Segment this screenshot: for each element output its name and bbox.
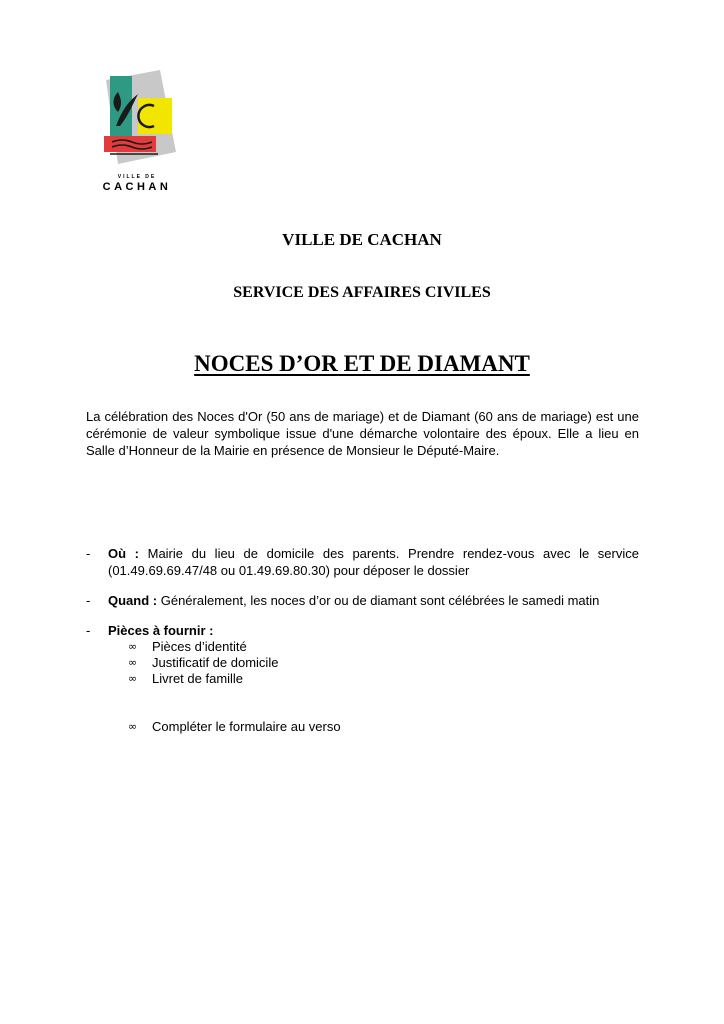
list-item-when [86,592,639,609]
when-label: Quand : [108,593,158,608]
page-title: NOCES D’OR ET DE DIAMANT [194,351,530,376]
ville-de-cachan-logo [82,68,192,198]
service-heading: SERVICE DES AFFAIRES CIVILES [233,284,491,301]
location-text: Mairie du lieu de domicile des parents. Prendre rendez-vous avec le service (01.49.69.69.47/48 ou 01.49.69.80.30) pour déposer le dossier [108,546,639,578]
infinity-bullet-icon: ∞ [128,640,138,653]
city-heading: VILLE DE CACHAN [282,230,442,249]
infinity-bullet-icon: ∞ [128,672,138,685]
document-item-text: Pièces d’identité [152,639,247,654]
bullet-content [108,622,639,639]
documents-label: Pièces à fournir : [108,623,214,638]
document-item-text: Justificatif de domicile [152,655,279,670]
infinity-bullet-icon: ∞ [128,720,138,733]
bullet-dash: - [86,546,91,561]
form-note-text: Compléter le formulaire au verso [152,719,341,734]
list-item-documents [86,622,639,639]
bullet-dash: - [86,623,91,638]
logo-yellow-panel [138,98,172,134]
bullet-content [108,592,639,609]
logo-city-name: CACHAN [102,181,172,193]
logo-small-text: VILLE DE [117,174,157,180]
bullet-dash: - [86,593,91,608]
when-text: Généralement, les noces d’or ou de diamant sont célébrées le samedi matin [160,593,600,608]
bullet-content [108,545,639,579]
intro-paragraph: La célébration des Noces d'Or (50 ans de mariage) et de Diamant (60 ans de mariage) est une cérémonie de valeur symbolique issue d'une démarche volontaire des époux. Elle a lieu en Salle d’Honneur de la Mairie en présence de Monsieur le Député-Maire. [86,409,639,458]
infinity-bullet-icon: ∞ [128,656,138,669]
form-note-item [128,719,428,735]
location-label: Où : [108,546,139,561]
document-item-text: Livret de famille [152,671,244,686]
list-item-location [86,545,639,579]
cachan-emblem-icon [82,68,192,174]
